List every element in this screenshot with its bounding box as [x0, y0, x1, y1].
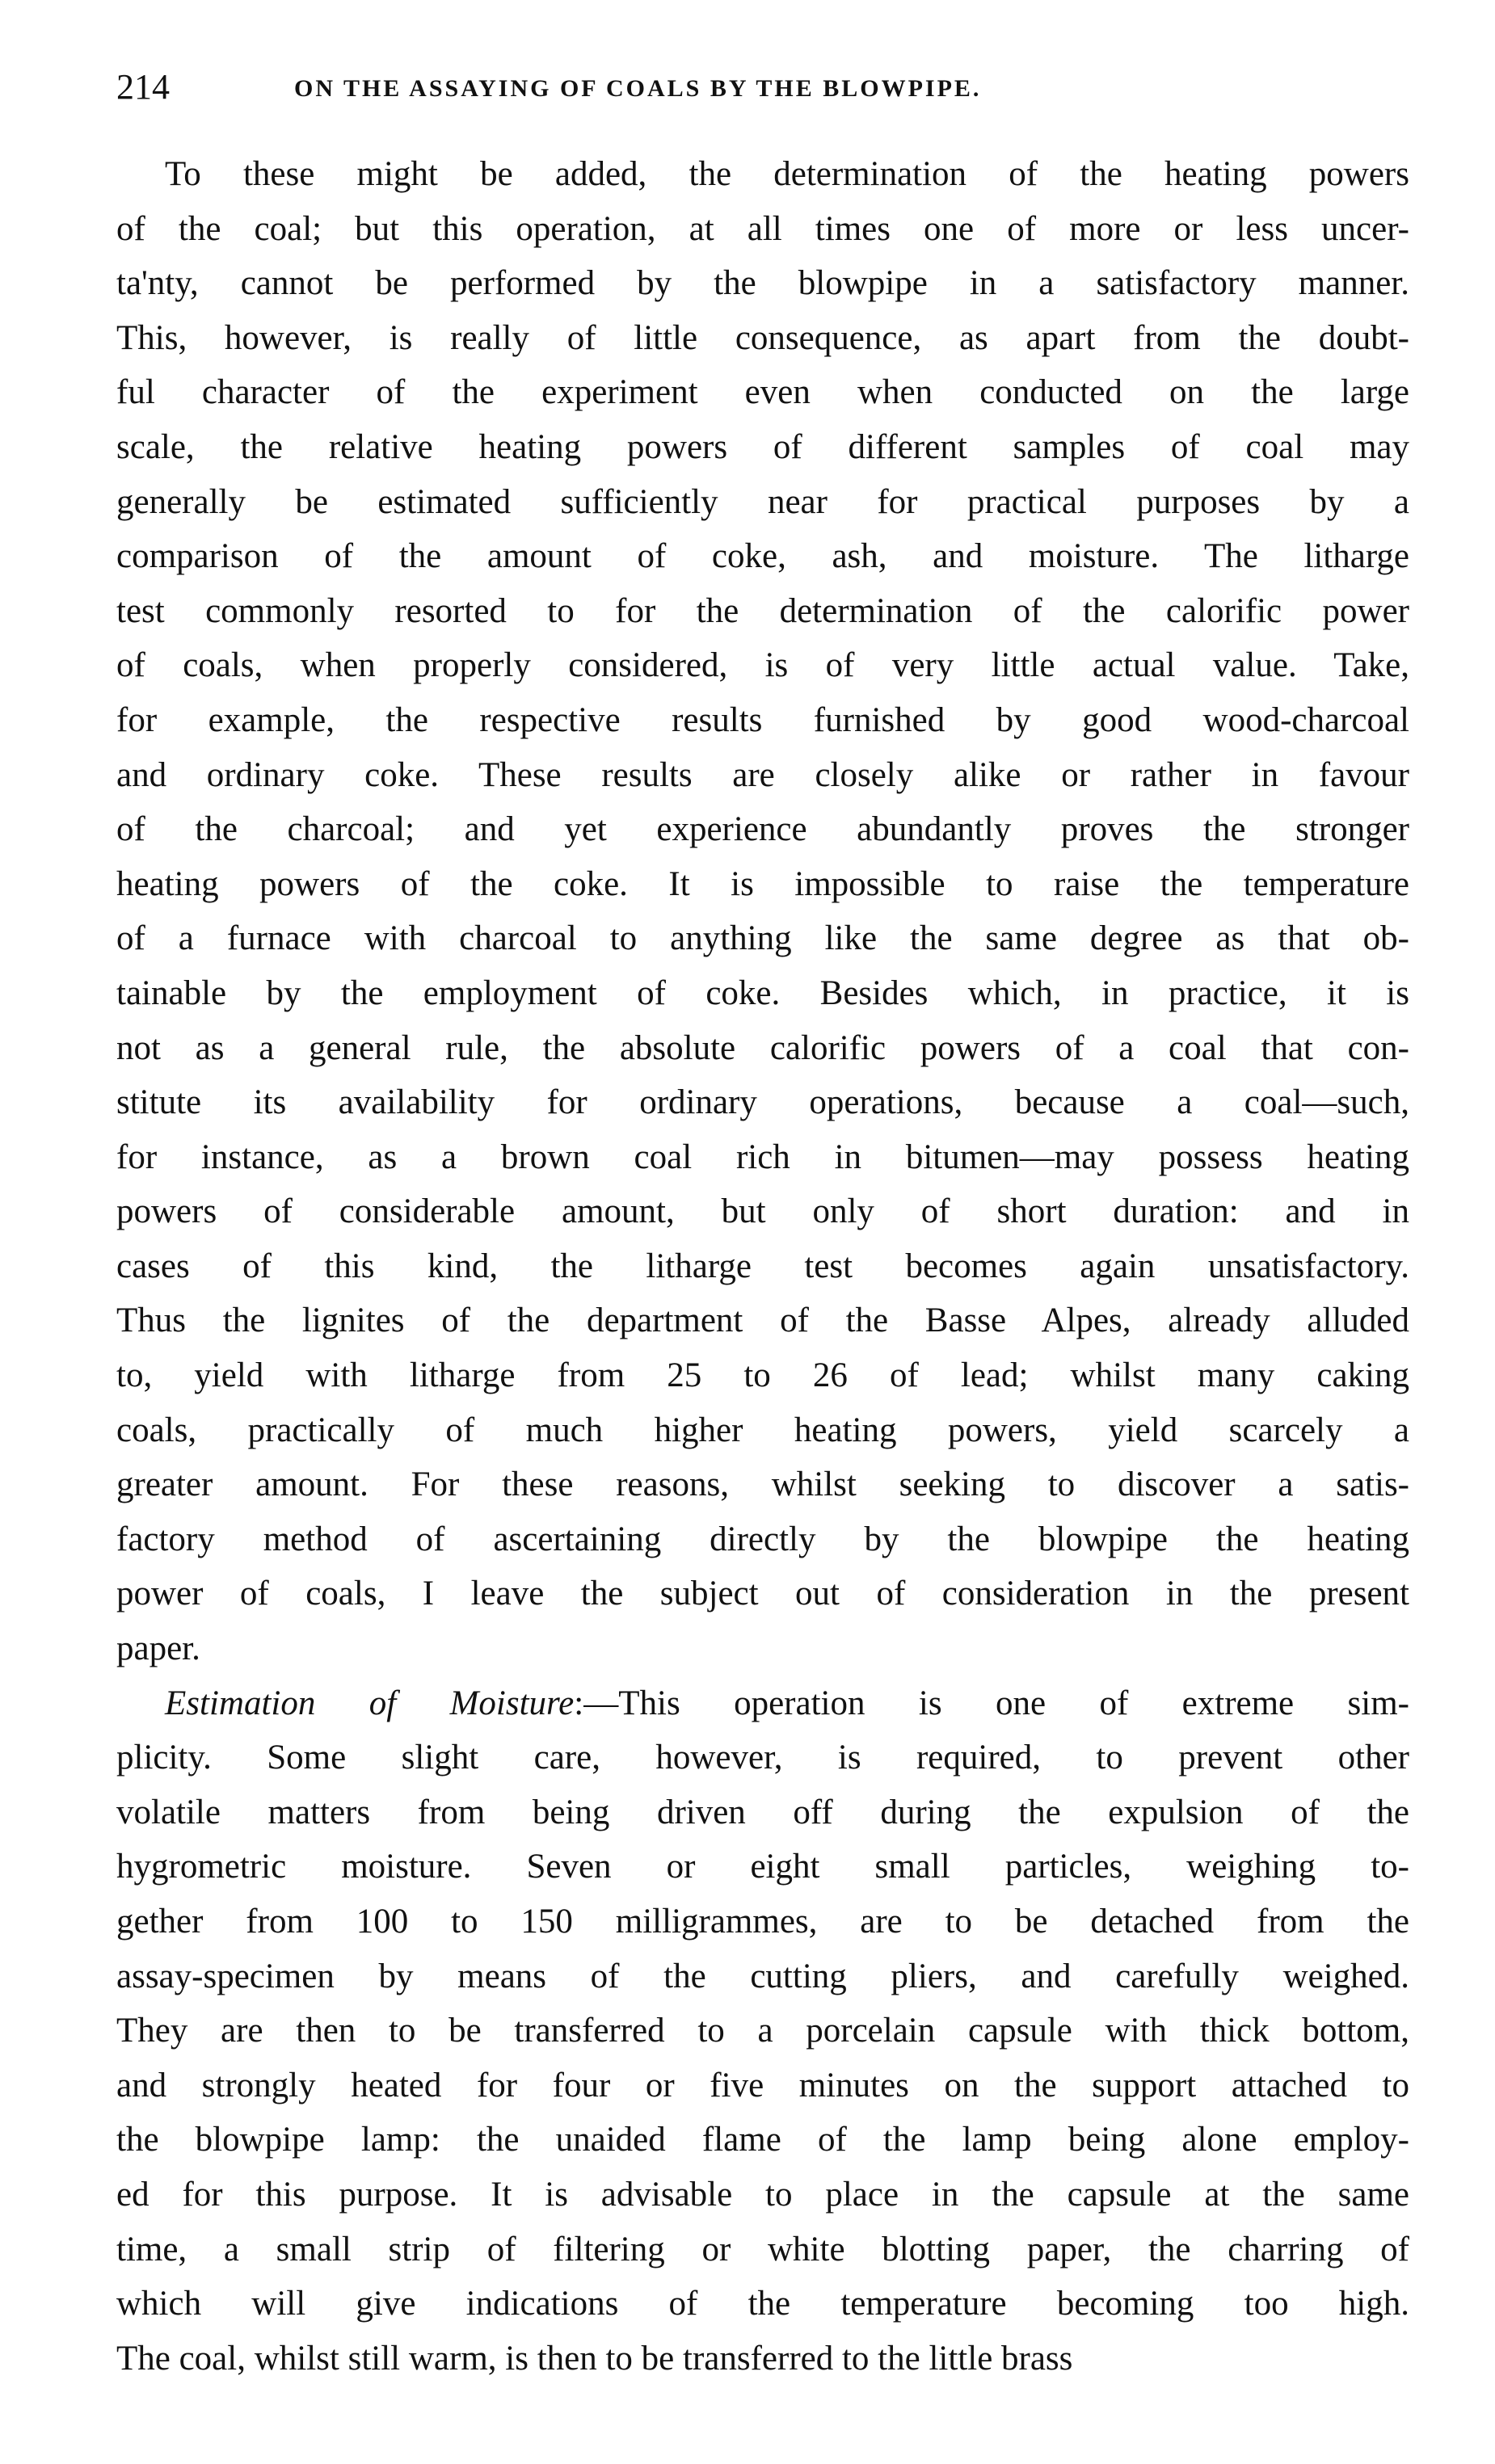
text-line: plicity. Some slight care, however, is required, to prevent other	[116, 1739, 1409, 1777]
text-line: to, yield with litharge from 25 to 26 of lead; whilst many caking	[116, 1356, 1409, 1395]
text-line: To these might be added, the determination of the heating powers	[165, 155, 1409, 193]
text-line: the blowpipe lamp: the unaided flame of the lamp being alone employ-	[116, 2121, 1409, 2159]
text-line: of coals, when properly considered, is of very little actual value. Take,	[116, 646, 1409, 685]
page-number: 214	[116, 67, 170, 107]
text-line: ed for this purpose. It is advisable to place in the capsule at the same	[116, 2175, 1409, 2214]
text-line: for example, the respective results furnished by good wood-charcoal	[116, 700, 1409, 739]
page-header	[116, 63, 1409, 111]
running-head: ON THE ASSAYING OF COALS BY THE BLOWPIPE.	[294, 75, 982, 102]
text-line: for instance, as a brown coal rich in bitumen—may possess heating	[116, 1137, 1409, 1176]
text-line: which will give indications of the temperature becoming too high.	[116, 2285, 1409, 2323]
paragraph-heating-powers	[116, 147, 1409, 1676]
text-line: The coal, whilst still warm, is then to be transferred to the little brass	[116, 2339, 1073, 2378]
text-line: power of coals, I leave the subject out of consideration in the present	[116, 1575, 1409, 1613]
paragraph-heading-line	[116, 1676, 1409, 1731]
text-line: of a furnace with charcoal to anything like the same degree as that ob-	[116, 919, 1409, 958]
text-line: generally be estimated sufficiently near for practical purposes by a	[116, 482, 1409, 521]
text-line: gether from 100 to 150 milligrammes, are to be detached from the	[116, 1903, 1409, 1941]
text-line: cases of this kind, the litharge test becomes again unsatisfactory.	[116, 1247, 1409, 1285]
text-line: This, however, is really of little consequence, as apart from the doubt-	[116, 318, 1409, 357]
text-line: Thus the lignites of the department of the Basse Alpes, already alluded	[116, 1301, 1409, 1340]
text-line: coals, practically of much higher heating powers, yield scarcely a	[116, 1411, 1409, 1449]
section-heading: Estimation of Moisture	[165, 1684, 575, 1722]
text-line: of the coal; but this operation, at all times one of more or less uncer-	[116, 209, 1409, 248]
text-line: greater amount. For these reasons, whilst seeking to discover a satis-	[116, 1465, 1409, 1504]
text-line: and ordinary coke. These results are closely alike or rather in favour	[116, 755, 1409, 794]
text-line: not as a general rule, the absolute calorific powers of a coal that con-	[116, 1028, 1409, 1067]
text-line: ful character of the experiment even when conducted on the large	[116, 373, 1409, 412]
text-line: ta'nty, cannot be performed by the blowpipe in a satisfactory manner.	[116, 264, 1409, 303]
text-line: volatile matters from being driven off during the expulsion of the	[116, 1793, 1409, 1831]
text-line: They are then to be transferred to a porcelain capsule with thick bottom,	[116, 2012, 1409, 2050]
body-text	[116, 147, 1409, 2386]
text-line: time, a small strip of filtering or white blotting paper, the charring of	[116, 2230, 1409, 2268]
text-line: stitute its availability for ordinary operations, because a coal—such,	[116, 1083, 1409, 1122]
text-line: hygrometric moisture. Seven or eight small particles, weighing to-	[116, 1848, 1409, 1886]
text-line: heating powers of the coke. It is impossible to raise the temperature	[116, 864, 1409, 903]
text-line: scale, the relative heating powers of different samples of coal may	[116, 427, 1409, 466]
text-line: and strongly heated for four or five minutes on the support attached to	[116, 2066, 1409, 2104]
section-heading-tail: :—This operation is one of extreme sim-	[574, 1684, 1409, 1722]
text-line: powers of considerable amount, but only of short duration: and in	[116, 1192, 1409, 1231]
text-line: assay-specimen by means of the cutting pliers, and carefully weighed.	[116, 1957, 1409, 1995]
text-line: tainable by the employment of coke. Besides which, in practice, it is	[116, 973, 1409, 1012]
text-line: test commonly resorted to for the determination of the calorific power	[116, 591, 1409, 630]
text-line: factory method of ascertaining directly by the blowpipe the heating	[116, 1520, 1409, 1558]
text-line: comparison of the amount of coke, ash, and moisture. The litharge	[116, 537, 1409, 576]
text-line: of the charcoal; and yet experience abundantly proves the stronger	[116, 810, 1409, 849]
paragraph-estimation-of-moisture	[116, 1676, 1409, 2386]
text-line: paper.	[116, 1629, 200, 1668]
